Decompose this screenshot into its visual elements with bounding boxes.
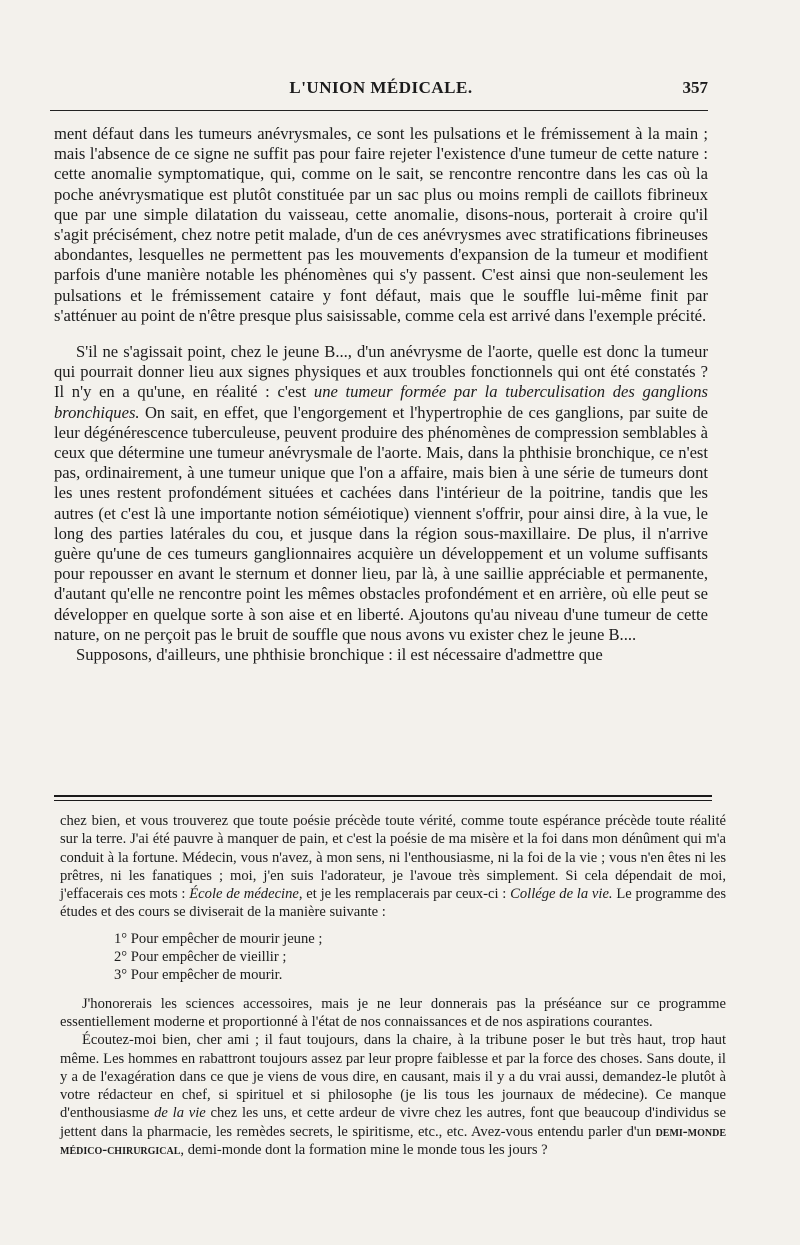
article-paragraph-2 (54, 342, 708, 645)
running-head (54, 78, 708, 104)
feuilleton-p1-text-b: , et je les remplacerais par ceux-ci : (298, 886, 511, 903)
paragraph-2-text-a: S'il ne s'agissait point, chez le jeune B..., d'un anévrysme de l'aorte, quelle est donc la tumeur qui pourrait donner lieu aux signes physiques et aux troubles fonctionnels qui ont été constatés ? Il n'y en a qu'une, en réalité : c'est (54, 342, 708, 402)
feuilleton-p1-text-a: chez bien, et vous trouverez que toute poésie précède toute vérité, comme toute espérance précède toute réalité sur la terre. J'ai été pauvre à manquer de pain, et c'est la poésie de ma misère et la foi dans mon dénûment qui m'a conduit à la fortune. Médecin, vous n'avez, à mon sens, ni l'enthousiasme, ni la foi de la vie ; vous n'en êtes ni les prêtres, ni les fanatiques ; moi, j'en suis l'adorateur, je l'avoue très simplement. Si cela dépendait de moi, j'effacerais ces mots : (60, 813, 726, 903)
feuilleton-paragraph-2: J'honorerais les sciences accessoires, mais je ne leur donnerais pas la préséance sur ce programme essentiellement moderne et proportionné à l'état de nos connaissances et de nos aspirations courantes. (60, 995, 726, 1030)
feuilleton-p3-text-a: Écoutez-moi bien, cher ami ; il faut toujours, dans la chaire, à la tribune poser le but très haut, trop haut même. Les hommes en rabattront toujours assez par leur propre faiblesse et par la force des choses. Sans doute, il y a de l'exagération dans ce que je viens de vous dire, en causant, mais il y a du vrai aussi, demandez-le plutôt à votre rédacteur en chef, si spirituel et si philosophe (je lis tous les journaux de médecine). Ce manque d'enthousiasme (60, 1032, 726, 1122)
feuilleton-p3-emphasis: de la vie (154, 1105, 206, 1122)
feuilleton-p1-emphasis-1: École de médecine (189, 886, 299, 903)
page-number: 357 (682, 78, 708, 97)
journal-title: L'UNION MÉDICALE. (289, 78, 473, 97)
feuilleton-separator-thick (54, 795, 712, 797)
feuilleton-p1-text-c: Le programme des études et des cours se diviserait de la manière suivante : (60, 886, 727, 921)
curriculum-list (114, 930, 726, 985)
feuilleton-p1-emphasis-2: Collége de la vie. (510, 886, 613, 903)
feuilleton-p3-small-caps: demi-monde médico-chirurgical (60, 1123, 726, 1159)
list-item: 1° Pour empêcher de mourir jeune ; (114, 930, 323, 947)
feuilleton-p3-text-c: , demi-monde dont la formation mine le monde tous les jours ? (180, 1142, 548, 1159)
list-item: 2° Pour empêcher de vieillir ; (114, 949, 287, 966)
feuilleton-paragraph-1 (60, 812, 726, 922)
feuilleton-body (60, 812, 726, 1159)
feuilleton-p3-text-b: chez les uns, et cette ardeur de vivre chez les autres, font que beaucoup d'individus se jettent dans la pharmacie, les remèdes secrets, le spiritisme, etc., etc. Avez-vous entendu parler d'un (60, 1105, 727, 1140)
article-paragraph-3: Supposons, d'ailleurs, une phthisie bronchique : il est nécessaire d'admettre que (76, 645, 603, 665)
article-body (54, 124, 708, 665)
article-paragraph-1: ment défaut dans les tumeurs anévrysmales, ce sont les pulsations et le frémissement à la main ; mais l'absence de ce signe ne suffit pas pour faire rejeter l'existence d'une tumeur de cette nature : cette anomalie symptomatique, qui, comme on le sait, se rencontre rencontre dans les cas où la poche anévrysmatique est plutôt constituée par un sac plus ou moins rempli de caillots fibrineux que par une simple dilatation du vaisseau, cette anomalie, disons-nous, porterait à croire qu'il s'agit précisément, chez notre petit malade, d'un de ces anévrysmes avec stratifications fibrineuses abondantes, lesquelles ne permettent pas les mouvements d'expansion de la tumeur et modifient parfois d'une manière notable les phénomènes qui s'y passent. C'est ainsi que non-seulement les pulsations et le frémissement cataire y font défaut, mais que le souffle lui-même finit par s'atténuer au point de n'être presque plus saisissable, comme cela est arrivé dans l'exemple précité. (54, 124, 708, 325)
feuilleton-separator-thin (54, 800, 712, 801)
feuilleton-paragraph-3 (60, 1031, 726, 1159)
list-item: 3° Pour empêcher de mourir. (114, 967, 283, 984)
paragraph-2-emphasis: une tumeur formée par la tuberculisation des ganglions bronchiques. (54, 382, 708, 422)
paragraph-2-text-b: On sait, en effet, que l'engorgement et l'hypertrophie de ces ganglions, par suite de leur dégénérescence tuberculeuse, peuvent produire des phénomènes de compression semblables à ceux que détermine une tumeur anévrysmale de l'aorte. Mais, dans la phthisie bronchique, ce n'est pas, ordinairement, à une tumeur unique que l'on a affaire, mais bien à une série de tumeurs dont les unes restent profondément situées et cachées dans l'intérieur de la poitrine, tandis que les autres (et c'est là une importante notion séméiotique) viennent s'offrir, pour ainsi dire, à la vue, le long des parties latérales du cou, et jusque dans la région sous-maxillaire. De plus, il n'arrive guère qu'une de ces tumeurs ganglionnaires acquière un développement et un volume suffisants pour repousser en avant le sternum et donner lieu, par là, à une saillie appréciable et permanente, d'autant qu'elle ne rencontre point les mêmes obstacles profondément et en arrière, où elle peut se développer en quelque sorte à son aise et en liberté. Ajoutons qu'au niveau d'une tumeur de cette nature, on ne perçoit pas le bruit de souffle que nous avons vu exister chez le jeune B.... (54, 402, 708, 644)
header-rule (50, 110, 708, 111)
